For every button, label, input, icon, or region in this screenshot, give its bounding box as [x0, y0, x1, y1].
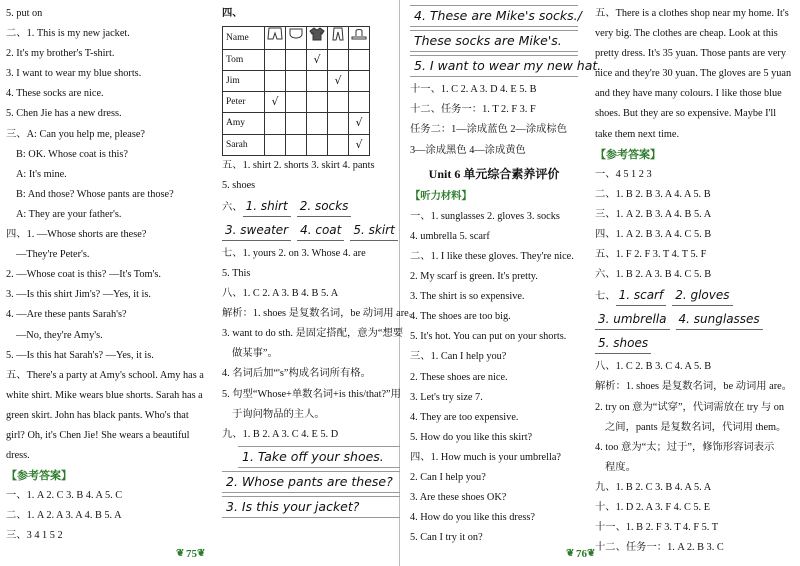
c3-l3: 任务二：1—涂成蓝色 2—涂成棕色 — [410, 124, 568, 136]
hw-line: 5. I want to wear my new hat. — [410, 55, 578, 77]
c4-line: 五、1. F 2. F 3. T 4. T 5. F — [595, 249, 707, 261]
c1-line-0: 5. put on — [6, 8, 43, 19]
hw-answer: 2. socks — [297, 196, 352, 217]
row-cell — [307, 92, 328, 113]
table-header-name: Name — [223, 27, 265, 50]
hw-answer: 4. coat — [297, 220, 344, 241]
jacket-icon — [307, 27, 328, 50]
c1-ans-0: 一、1. A 2. C 3. B 4. A 5. C — [6, 490, 123, 502]
c4-line: 六、1. B 2. A 3. B 4. C 5. B — [595, 269, 712, 281]
row-name: Sarah — [223, 134, 265, 155]
c1-line-17: 5. —Is this hat Sarah's? —Yes, it is. — [6, 349, 154, 361]
c4-line: 三、1. A 2. B 3. A 4. B 5. A — [595, 208, 712, 220]
c2-expl1: 解析：1. shoes 是复数名词，be 动词用 are。 — [222, 308, 420, 320]
row-cell: √ — [349, 134, 370, 155]
c4-line: 4. too 意为“太；过于”，修饰形容词表示 — [595, 441, 775, 453]
hw-line: 4. These are Mike's socks./ — [410, 5, 578, 27]
c1-line-11: 四、1. —Whose shorts are these? — [6, 229, 147, 241]
row-name: Jim — [223, 71, 265, 92]
sprout-icon: ❦ — [566, 548, 575, 559]
seven-label: 七、 — [595, 291, 616, 303]
row-cell — [349, 71, 370, 92]
c4-answer-title: 【参考答案】 — [595, 148, 661, 161]
c4-line: 十、1. D 2. A 3. F 4. C 5. E — [595, 501, 710, 513]
row-cell — [328, 113, 349, 134]
c1-line-9: B: And those? Whose pants are those? — [16, 188, 174, 200]
c2-six — [222, 196, 400, 220]
row-cell — [349, 50, 370, 71]
hw-answer: 5. skirt — [350, 220, 397, 241]
pants-long-icon — [328, 27, 349, 50]
hw-answer: 3. umbrella — [595, 309, 670, 330]
row-cell: √ — [265, 92, 286, 113]
c1-line-10: A: They are your father's. — [16, 208, 122, 220]
row-name: Peter — [223, 92, 265, 113]
c2-nine: 九、1. B 2. A 3. C 4. E 5. D — [222, 428, 339, 440]
c3-item: 2. Can I help you? — [410, 471, 486, 483]
c1-ans-1: 二、1. A 2. A 3. A 4. B 5. A — [6, 510, 122, 522]
row-name: Amy — [223, 113, 265, 134]
c1-line-6: 三、A: Can you help me, please? — [6, 128, 145, 140]
c2-expl5a: 5. 句型“Whose+单数名词+is this/that?”用 — [222, 388, 401, 400]
c3-l2: 十二、任务一：1. T 2. F 3. F — [410, 104, 536, 116]
row-cell — [307, 134, 328, 155]
c3-item: 2. My scarf is green. It's pretty. — [410, 271, 538, 283]
c3-item: 5. How do you like this skirt? — [410, 431, 533, 443]
c4-line: 九、1. B 2. C 3. B 4. A 5. A — [595, 481, 712, 493]
row-cell — [307, 113, 328, 134]
c4-line: 程度。 — [605, 461, 636, 473]
column-1 — [6, 4, 206, 547]
row-cell — [286, 113, 307, 134]
c4-line: 八、1. C 2. B 3. C 4. A 5. B — [595, 361, 712, 373]
c3-item: 二、1. I like these gloves. They're nice. — [410, 250, 574, 262]
c1-line-3: 3. I want to wear my blue shorts. — [6, 68, 142, 80]
hat-icon — [349, 27, 370, 50]
sprout-icon: ❦ — [587, 548, 596, 559]
c4-line: 四、1. A 2. B 3. A 4. C 5. B — [595, 229, 712, 241]
hw-answer: 5. shoes — [595, 333, 651, 354]
page-number-text: 75 — [186, 547, 197, 560]
c4-line: 解析：1. shoes 是复数名词，be 动词用 are。 — [595, 381, 793, 393]
row-cell — [265, 50, 286, 71]
c2-five-b: 5. shoes — [222, 179, 256, 191]
hw-line: These socks are Mike's. — [410, 30, 578, 52]
sprout-icon: ❦ — [197, 548, 206, 559]
c1-answer-title: 【参考答案】 — [6, 470, 72, 483]
c2-expl4: 4. 名词后加“'s”构成名词所有格。 — [222, 368, 371, 380]
row-cell — [265, 113, 286, 134]
listening-title: 【听力材料】 — [410, 190, 472, 202]
table-row — [223, 50, 370, 71]
column-3 — [410, 4, 602, 548]
shorts-icon — [265, 27, 286, 50]
hw-line: 1. Take off your shoes. — [238, 446, 400, 468]
c2-seven-b: 5. This — [222, 267, 251, 279]
c3-item: 4. umbrella 5. scarf — [410, 230, 490, 242]
pants-icon — [286, 27, 307, 50]
c3-item: 四、1. How much is your umbrella? — [410, 451, 561, 463]
hw-answer: 3. sweater — [222, 220, 291, 241]
c4-seven — [595, 285, 795, 309]
c2-eight: 八、1. C 2. A 3. B 4. B 5. A — [222, 288, 339, 300]
c3-item: 一、1. sunglasses 2. gloves 3. socks — [410, 210, 560, 222]
c1-ans-2: 三、3 4 1 5 2 — [6, 530, 63, 542]
table-row — [223, 113, 370, 134]
c3-item: 4. They are too expensive. — [410, 411, 519, 423]
c2-expl3b: 做某事”。 — [232, 348, 278, 360]
c4-seven-b — [595, 309, 795, 333]
row-cell — [286, 71, 307, 92]
c1-line-1: 二、1. This is my new jacket. — [6, 28, 130, 40]
c4-line: 十一、1. B 2. F 3. T 4. F 5. T — [595, 522, 719, 534]
table-header-row — [223, 27, 370, 50]
c3-item: 5. It's hot. You can put on your shorts. — [410, 331, 567, 343]
c4-line: 2. try on 意为“试穿”，代词需放在 try 与 on — [595, 401, 785, 413]
c3-l4: 3—涂成黑色 4—涂成黄色 — [410, 144, 526, 156]
c1-line-8: A: It's mine. — [16, 168, 67, 180]
page-number-text: 76 — [576, 547, 587, 560]
row-name: Tom — [223, 50, 265, 71]
table-row — [223, 92, 370, 113]
c1-paragraph: 五、There's a party at Amy's school. Amy has a white shirt. Mike wears blue shorts. Sarah has a green skirt. John has black pants. Who's that girl? Oh, it's Chen Jie! She wears a beautiful dress. — [6, 369, 204, 462]
row-cell — [265, 71, 286, 92]
row-cell — [286, 92, 307, 113]
c1-line-15: 4. —Are these pants Sarah's? — [6, 309, 127, 321]
c4-seven-c — [595, 333, 795, 357]
c4-line: 十二、任务一：1. A 2. B 3. C — [595, 542, 724, 554]
hw-answer: 2. gloves — [672, 285, 732, 306]
c3-item: 4. The shoes are too big. — [410, 311, 511, 323]
row-cell — [328, 92, 349, 113]
sprout-icon: ❦ — [176, 548, 185, 559]
c3-item: 2. These shoes are nice. — [410, 371, 508, 383]
hw-line: 2. Whose pants are these? — [222, 471, 400, 493]
c2-five: 五、1. shirt 2. shorts 3. skirt 4. pants — [222, 159, 375, 171]
c1-line-12: —They're Peter's. — [16, 249, 90, 261]
hw-answer: 1. shirt — [243, 196, 291, 217]
c1-line-2: 2. It's my brother's T-shirt. — [6, 48, 115, 60]
page-number-right — [566, 548, 597, 560]
table-row — [223, 134, 370, 155]
c1-line-5: 5. Chen Jie has a new dress. — [6, 108, 122, 120]
c3-l1: 十一、1. C 2. A 3. D 4. E 5. B — [410, 84, 537, 96]
row-cell — [328, 134, 349, 155]
row-cell — [265, 134, 286, 155]
column-4 — [595, 4, 795, 558]
clothes-table — [222, 26, 370, 156]
hw-answer: 4. sunglasses — [676, 309, 763, 330]
c3-item: 3. The shirt is so expensive. — [410, 291, 525, 303]
c4-line: 之间，pants 是复数名词，代词用 them。 — [605, 421, 787, 433]
column-2 — [222, 4, 420, 521]
row-cell: √ — [307, 50, 328, 71]
c4-paragraph: 五、There is a clothes shop near my home. It's very big. The clothes are cheap. Look at this pretty dress. It's 35 yuan. Those pants are very nice and they're 30 yuan. The gloves are 5 yuan and they have many colours. I like those blue shoes. But they are so expensive. Maybe I'll take them next time. — [595, 8, 792, 140]
hw-answer: 1. scarf — [616, 285, 667, 306]
c1-line-4: 4. These socks are nice. — [6, 88, 104, 100]
c1-line-13: 2. —Whose coat is this? —It's Tom's. — [6, 269, 161, 281]
c2-expl5b: 于询问物品的主人。 — [232, 408, 325, 420]
c2-six-b — [222, 220, 400, 244]
hw-line: 3. Is this your jacket? — [222, 496, 400, 518]
six-label: 六、 — [222, 201, 243, 213]
c2-expl3a: 3. want to do sth. 是固定搭配，意为“想要 — [222, 328, 404, 340]
c1-line-14: 3. —Is this shirt Jim's? —Yes, it is. — [6, 289, 151, 301]
page-number-left — [176, 548, 207, 560]
c3-item: 三、1. Can I help you? — [410, 351, 507, 363]
c3-item: 3. Are these shoes OK? — [410, 492, 507, 504]
c3-item: 3. Let's try size 7. — [410, 391, 483, 403]
row-cell — [328, 50, 349, 71]
row-cell — [307, 71, 328, 92]
c2-seven: 七、1. yours 2. on 3. Whose 4. are — [222, 247, 366, 259]
c3-item: 5. Can I try it on? — [410, 532, 483, 544]
table-row — [223, 71, 370, 92]
c3-item: 4. How do you like this dress? — [410, 512, 535, 524]
c4-line: 二、1. B 2. B 3. A 4. A 5. B — [595, 188, 711, 200]
c1-line-16: —No, they're Amy's. — [16, 329, 103, 341]
row-cell — [286, 50, 307, 71]
row-cell — [349, 92, 370, 113]
row-cell: √ — [349, 113, 370, 134]
unit-title: Unit 6 单元综合素养评价 — [428, 166, 560, 181]
row-cell — [286, 134, 307, 155]
c1-line-7: B: OK. Whose coat is this? — [16, 148, 128, 160]
row-cell: √ — [328, 71, 349, 92]
table-section-label: 四、 — [222, 8, 243, 19]
c4-line: 一、4 5 1 2 3 — [595, 168, 652, 180]
